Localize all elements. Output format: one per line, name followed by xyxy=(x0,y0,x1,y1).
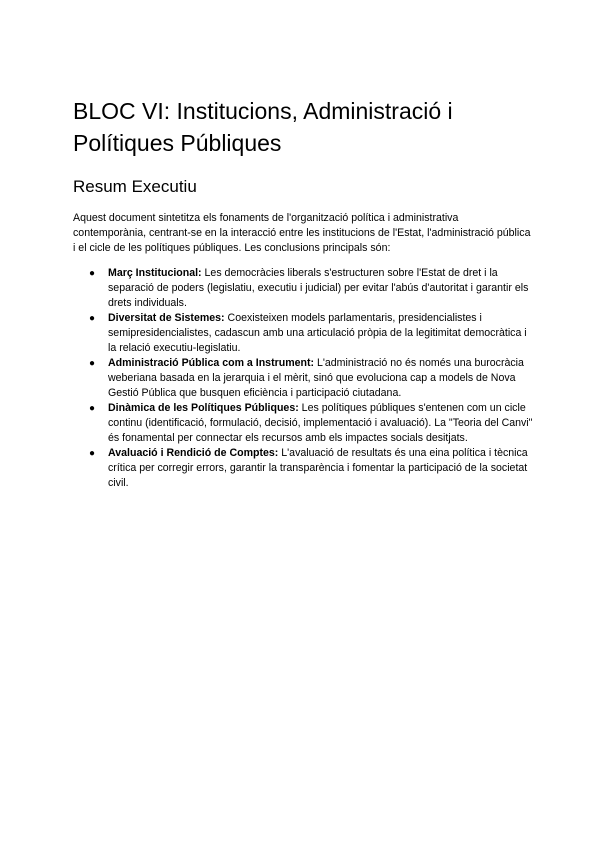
list-item-text: L'avaluació de resultats és una eina política i tècnica crítica per corregir errors, garantir la transparència i fomentar la participació de la societat civil. xyxy=(108,447,528,489)
list-item-text: L'administració no és només una burocràcia weberiana basada en la jerarquia i el mèrit, sinó que evoluciona cap a models de Nova Gestió Pública que busquen eficiència i participació ciutadana. xyxy=(108,357,524,399)
list-item-title: Administració Pública com a Instrument: xyxy=(108,357,315,369)
list-item xyxy=(73,266,533,311)
list-item-text: Les democràcies liberals s'estructuren sobre l'Estat de dret i la separació de poders (legislatiu, executiu i judicial) per evitar l'abús d'autoritat i garantir els drets individuals. xyxy=(108,267,529,309)
list-item-text: Coexisteixen models parlamentaris, presidencialistes i semipresidencialistes, cadascun amb una articulació pròpia de la legitimitat democràtica i la relació executiu-legislatiu. xyxy=(108,312,527,354)
bullet-icon: ● xyxy=(89,313,96,324)
bullet-icon: ● xyxy=(89,268,96,279)
list-item-title: Dinàmica de les Polítiques Públiques: xyxy=(108,402,299,414)
list-item-title: Març Institucional: xyxy=(108,267,202,279)
list-item xyxy=(73,356,533,401)
list-item xyxy=(73,446,533,491)
bullet-icon: ● xyxy=(89,358,96,369)
section-heading: Resum Executiu xyxy=(73,177,197,196)
list-item-text: Les polítiques públiques s'entenen com un cicle continu (identificació, formulació, decisió, implementació i avaluació). La "Teoria del Canvi" és fonamental per connectar els recursos amb els impactes socials desitjats. xyxy=(108,402,533,444)
document-title: BLOC VI: Institucions, Administració i Polítiques Públiques xyxy=(73,98,453,156)
list-item xyxy=(73,311,533,356)
list-item-title: Diversitat de Sistemes: xyxy=(108,312,225,324)
bullet-icon: ● xyxy=(89,403,96,414)
list-item xyxy=(73,401,533,446)
bullet-icon: ● xyxy=(89,448,96,459)
intro-paragraph: Aquest document sintetitza els fonaments de l'organització política i administrativa contemporània, centrant-se en la interacció entre les institucions de l'Estat, l'administració pública i el cicle de les polítiques públiques. Les conclusions principals són: xyxy=(73,212,531,254)
conclusions-list xyxy=(73,266,533,491)
list-item-title: Avaluació i Rendició de Comptes: xyxy=(108,447,279,459)
